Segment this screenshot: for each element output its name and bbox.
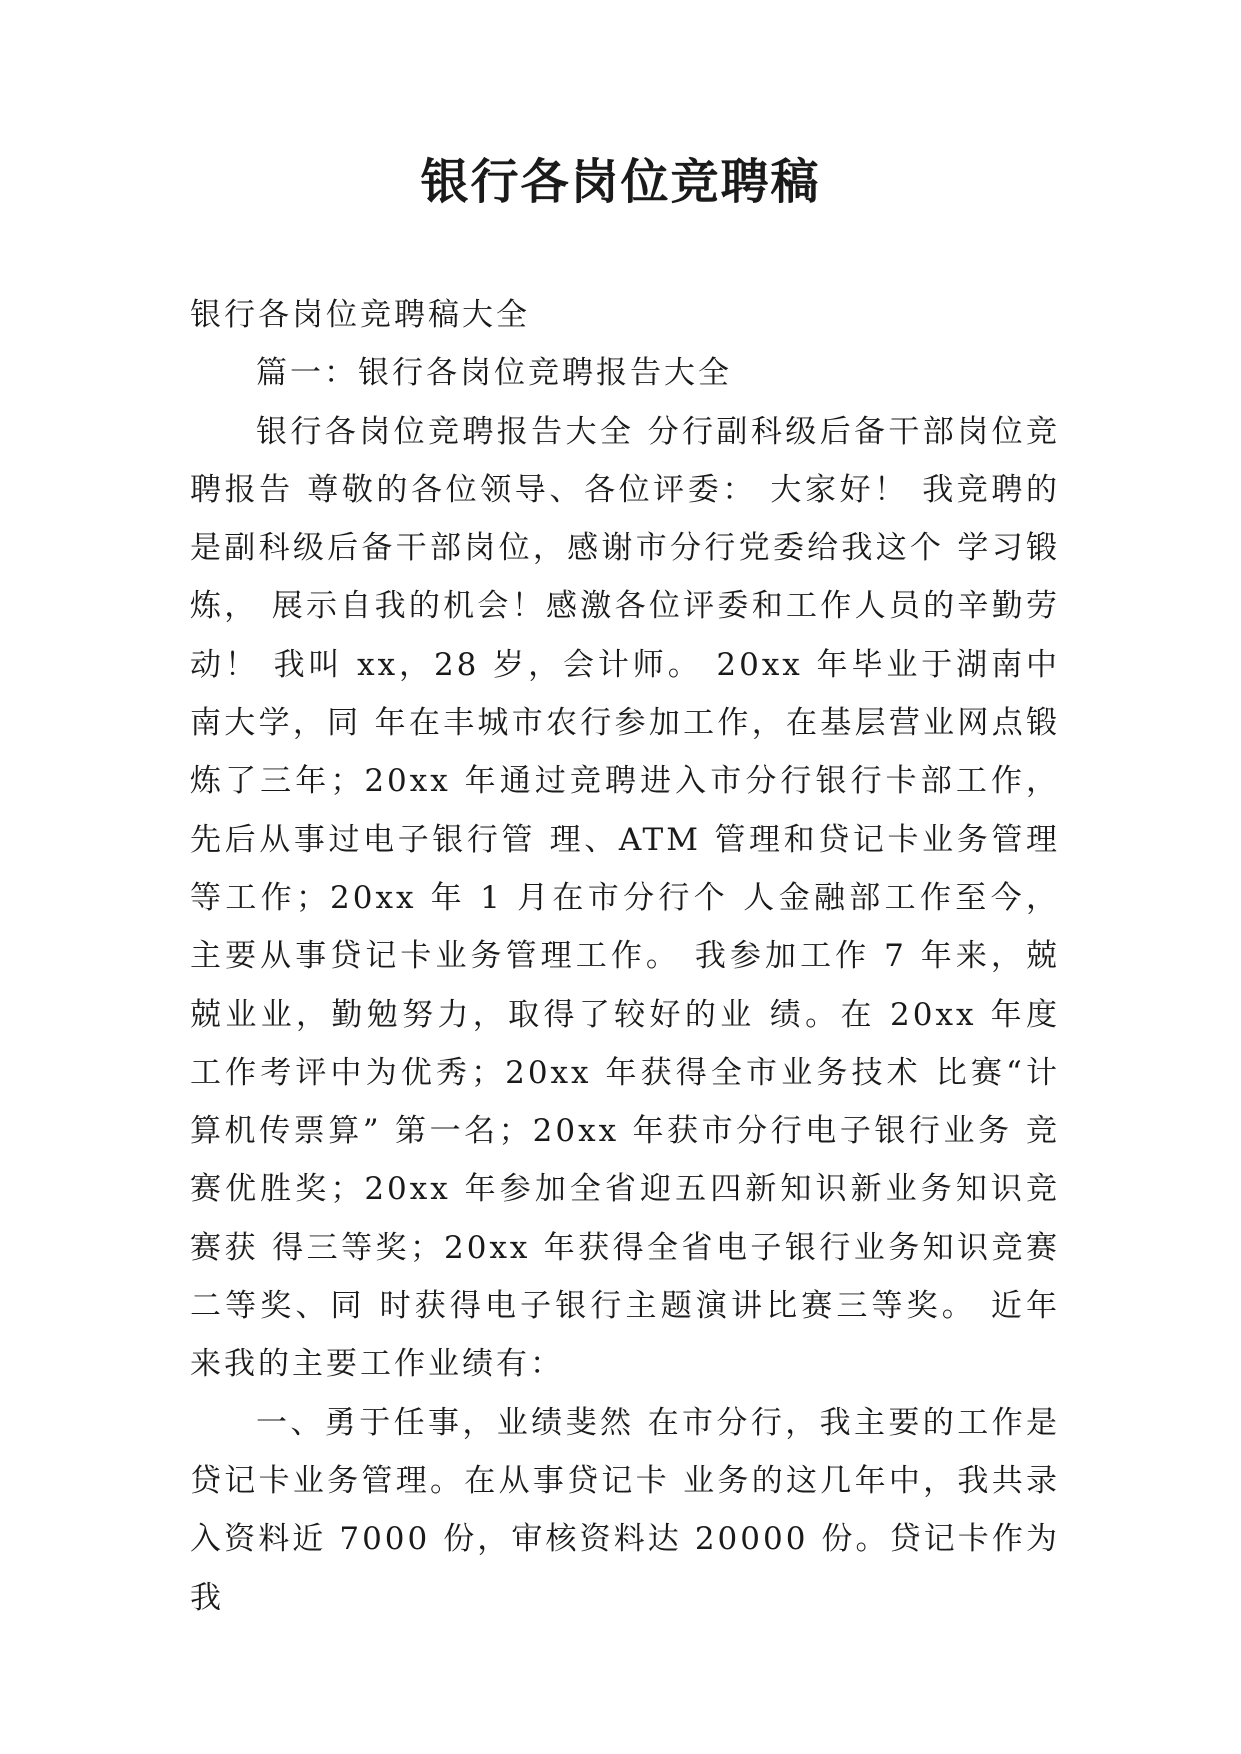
body-paragraph: 一、勇于任事，业绩斐然 在市分行，我主要的工作是贷记卡业务管理。在从事贷记卡 业务的这几年中，我共录入资料近 7000 份，审核资料达 20000 份。贷记卡作为我 [190, 1404, 1060, 1616]
document-subtitle: 银行各岗位竞聘稿大全 [190, 297, 530, 333]
section-heading: 篇一：银行各岗位竞聘报告大全 [256, 355, 732, 392]
document-body [190, 286, 1060, 1627]
body-paragraph: 银行各岗位竞聘报告大全 分行副科级后备干部岗位竞聘报告 尊敬的各位领导、各位评委： 大家好！ 我竞聘的是副科级后备干部岗位，感谢市分行党委给我这个 学习锻炼， 展示自我的机会！感激各位评委和工作人员的辛勤劳动！ 我叫 xx，28 岁，会计师。 20xx 年毕业于湖南中南大学，同 年在丰城市农行参加工作，在基层营业网点锻炼了三年；20xx 年通过竞聘进入市分行银行卡部工作，先后从事过电子银行管 理、ATM 管理和贷记卡业务管理等工作；20xx 年 1 月在市分行个 人金融部工作至今，主要从事贷记卡业务管理工作。 我参加工作 7 年来，兢兢业业，勤勉努力，取得了较好的业 绩。在 20xx 年度工作考评中为优秀；20xx 年获得全市业务技术 比赛“计算机传票算” 第一名；20xx 年获市分行电子银行业务 竞赛优胜奖；20xx 年参加全省迎五四新知识新业务知识竞赛获 得三等奖；20xx 年获得全省电子银行业务知识竞赛二等奖、同 时获得电子银行主题演讲比赛三等奖。 近年来我的主要工作业绩有： [190, 413, 1060, 1383]
document-title: 银行各岗位竞聘稿 [420, 154, 821, 210]
